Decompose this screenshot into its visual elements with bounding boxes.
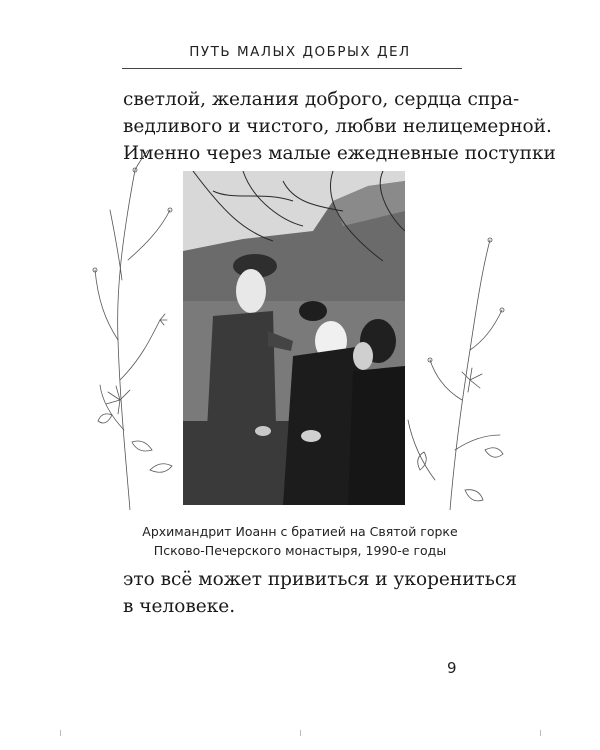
crop-mark xyxy=(300,730,301,736)
text-line: ведливого и чистого, любви нелицемерной. xyxy=(123,116,552,137)
crop-mark xyxy=(60,730,61,736)
page-number: 9 xyxy=(447,659,457,677)
archival-photograph xyxy=(183,171,405,505)
crop-mark xyxy=(540,730,541,736)
text-line: это всё может привиться и укорениться xyxy=(123,569,517,590)
photograph-icon xyxy=(183,171,405,505)
header-rule xyxy=(122,68,462,69)
text-line: в человеке. xyxy=(123,596,236,617)
caption-line: Псково-Печерского монастыря, 1990-е годы xyxy=(153,543,447,558)
running-head: ПУТЬ МАЛЫХ ДОБРЫХ ДЕЛ xyxy=(189,44,411,60)
photo-caption xyxy=(100,522,500,560)
text-line: Именно через малые ежедневные поступки xyxy=(123,143,556,164)
caption-line: Архимандрит Иоанн с братией на Святой горке xyxy=(142,524,458,539)
text-line: светлой, желания доброго, сердца спра- xyxy=(123,89,520,110)
body-paragraph-bottom xyxy=(123,566,517,620)
